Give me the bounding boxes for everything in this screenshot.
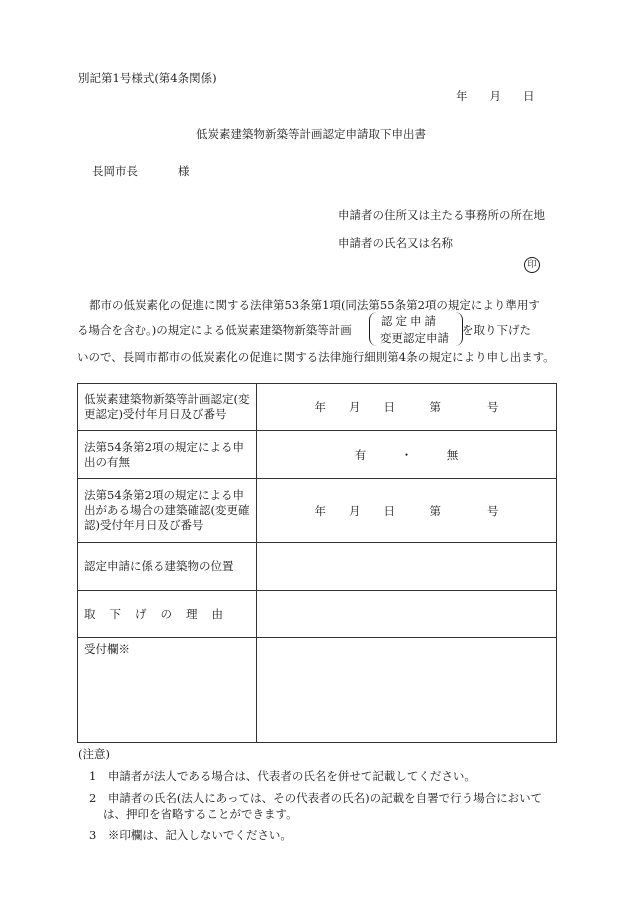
row-value-certification-receipt: 年 月 日 第 号 [257,384,557,431]
row-label-building-location: 認定申請に係る建築物の位置 [78,543,257,591]
row-value-reception [257,638,557,743]
body-text-line3: いので、長岡市都市の低炭素化の促進に関する法律施行細則第4条の規定により申し出ます。 [77,350,555,364]
body-text-line1: 都市の低炭素化の促進に関する法律第53条第1項(同法第55条第2項の規定により準用す [89,298,540,312]
row-value-withdrawal-reason [257,591,557,638]
addressee [92,163,190,179]
notes-heading: (注意) [78,747,110,761]
date-year: 年 [456,89,468,103]
table-row [78,543,557,591]
row-value-building-confirmation: 年 月 日 第 号 [257,479,557,543]
seal-mark-icon: 印 [524,257,540,273]
addressee-honorific: 様 [178,164,190,178]
addressee-mayor: 長岡市長 [92,164,138,178]
note-1: 1 申請者が法人である場合は、代表者の氏名を併せて記載してください。 [89,769,476,783]
table-row [78,591,557,638]
note-2-continued: は、押印を省略することができます。 [103,807,298,821]
body-text-line2-end: を取り下げた [462,323,531,337]
body-text-line2: る場合を含む。)の規定による低炭素建築物新築等計画 [77,323,352,337]
bracket-option-certification: 認定申請 [381,314,439,328]
date-day: 日 [523,89,535,103]
bracket-option-change: 変更認定申請 [380,331,449,345]
applicant-name-label: 申請者の氏名又は名称 [338,236,453,250]
row-label-application-presence: 法第54条第2項の規定による申出の有無 [78,431,257,479]
note-3: 3 ※印欄は、記入しないでください。 [89,828,292,842]
applicant-address-label: 申請者の住所又は主たる事務所の所在地 [338,208,545,222]
form-reference: 別記第1号様式(第4条関係) [78,71,217,85]
table-row [78,479,557,543]
row-label-building-confirmation: 法第54条第2項の規定による申出がある場合の建築確認(変更確認)受付年月日及び番号 [78,479,257,543]
table-row [78,638,557,743]
table-row [78,384,557,431]
row-label-certification-receipt: 低炭素建築物新築等計画認定(変更認定)受付年月日及び番号 [78,384,257,431]
table-row [78,431,557,479]
note-2: 2 申請者の氏名(法人にあっては、その代表者の氏名)の記載を自署で行う場合において [89,791,543,805]
document-title: 低炭素建築物新築等計画認定申請取下申出書 [196,127,426,141]
date-month: 月 [489,89,501,103]
application-table [77,383,557,743]
date-line [456,88,535,104]
row-value-presence-choice: 有 ・ 無 [257,431,557,479]
row-label-withdrawal-reason: 取下げの理由 [78,591,257,638]
row-label-reception: 受付欄※ [78,638,257,743]
row-value-building-location [257,543,557,591]
